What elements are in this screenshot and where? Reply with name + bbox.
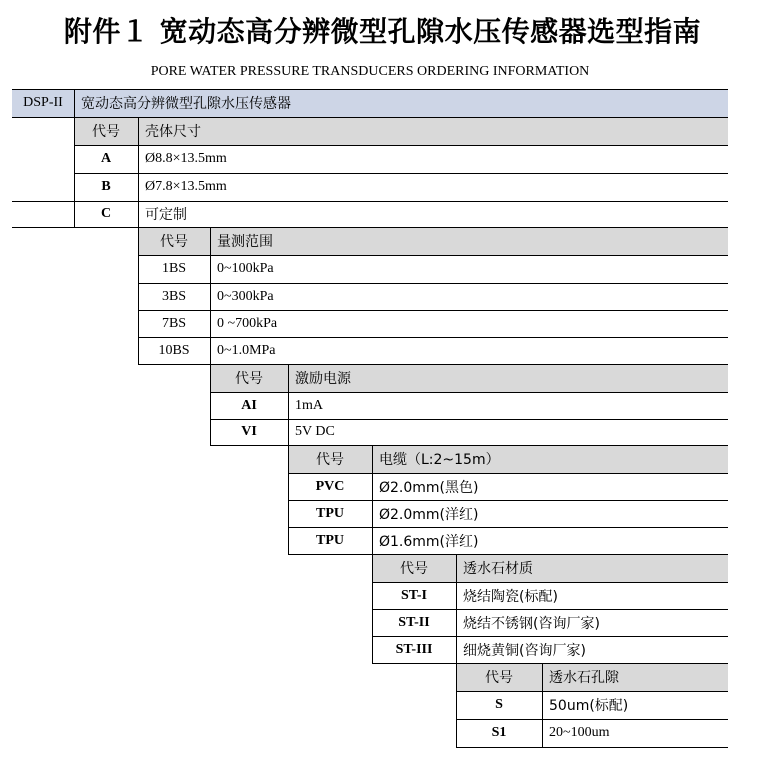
page-title: 附件１ 宽动态高分辨微型孔隙水压传感器选型指南 xyxy=(63,15,702,48)
rule xyxy=(12,117,728,118)
range-code-10bs: 10BS xyxy=(158,342,190,358)
rule xyxy=(12,89,728,90)
stone-desc-st-i: 烧结陶瓷(标配) xyxy=(463,588,558,605)
range-desc-10bs: 0~1.0MPa xyxy=(217,342,276,358)
power-header: 激励电源 xyxy=(288,364,728,392)
rule xyxy=(288,554,728,555)
cable-desc-tpu-2: Ø1.6mm(洋红) xyxy=(379,533,479,550)
rule xyxy=(288,473,728,474)
cable-code-pvc: PVC xyxy=(315,478,345,494)
range-desc-7bs: 0 ~700kPa xyxy=(217,315,278,331)
pore-code-s: S xyxy=(495,697,503,712)
rule xyxy=(456,719,728,720)
power-desc-vi: 5V DC xyxy=(295,424,335,439)
rule xyxy=(372,445,373,663)
rule xyxy=(74,173,728,174)
rule xyxy=(138,255,728,256)
pore-header: 透水石孔隙 xyxy=(542,663,728,691)
rule xyxy=(210,227,211,445)
rule xyxy=(456,691,728,692)
rule xyxy=(138,283,728,284)
stone-code-st-ii: ST-II xyxy=(398,614,430,630)
rule xyxy=(12,201,728,202)
pore-desc-s1: 20~100um xyxy=(549,725,610,740)
stone-code-st-i: ST-I xyxy=(401,587,427,603)
range-code-3bs: 3BS xyxy=(161,288,187,304)
cable-desc-pvc: Ø2.0mm(黑色) xyxy=(379,479,479,496)
stone-desc-st-iii: 细烧黄铜(咨询厂家) xyxy=(463,642,586,659)
range-code-7bs: 7BS xyxy=(161,315,187,331)
rule xyxy=(138,117,139,364)
rule xyxy=(74,145,728,146)
rule xyxy=(542,663,543,747)
range-desc-3bs: 0~300kPa xyxy=(217,288,274,304)
rule xyxy=(456,554,457,747)
rule xyxy=(138,310,728,311)
model-code-cell: DSP-II xyxy=(12,89,74,117)
housing-desc-c: 可定制 xyxy=(145,207,187,223)
housing-desc-b: Ø7.8×13.5mm xyxy=(145,179,227,194)
power-desc-ai: 1mA xyxy=(295,397,323,413)
stone-header: 透水石材质 xyxy=(456,554,728,582)
model-name-cell: 宽动态高分辨微型孔隙水压传感器 xyxy=(74,89,728,117)
rule xyxy=(74,89,75,227)
housing-code-c: C xyxy=(100,206,112,221)
cable-header: 电缆（L:2~15m） xyxy=(372,445,728,473)
rule xyxy=(12,227,728,228)
rule xyxy=(138,364,728,365)
range-header: 量测范围 xyxy=(210,227,728,255)
pore-desc-s: 50um(标配) xyxy=(549,698,629,714)
power-code-header: 代号 xyxy=(210,364,288,392)
rule xyxy=(456,747,728,748)
housing-desc-a: Ø8.8×13.5mm xyxy=(145,151,227,166)
housing-code-a: A xyxy=(100,151,112,166)
rule xyxy=(372,609,728,610)
pore-code-s1: S1 xyxy=(491,725,507,740)
power-code-ai: AI xyxy=(241,397,257,413)
rule xyxy=(372,663,728,664)
stone-code-st-iii: ST-III xyxy=(395,641,433,657)
range-code-header: 代号 xyxy=(138,227,210,255)
rule xyxy=(288,364,289,554)
rule xyxy=(372,636,728,637)
stone-code-header: 代号 xyxy=(372,554,456,582)
housing-header: 壳体尺寸 xyxy=(138,117,728,145)
rule xyxy=(138,337,728,338)
rule xyxy=(288,500,728,501)
rule xyxy=(372,582,728,583)
cable-code-tpu-1: TPU xyxy=(316,505,344,521)
pore-code-header: 代号 xyxy=(456,663,542,691)
housing-code-b: B xyxy=(101,179,111,194)
power-code-vi: VI xyxy=(241,424,257,439)
page-subtitle: PORE WATER PRESSURE TRANSDUCERS ORDERING INFORMATION xyxy=(150,64,590,79)
range-code-1bs: 1BS xyxy=(161,261,187,276)
stone-desc-st-ii: 烧结不锈钢(咨询厂家) xyxy=(463,615,600,632)
rule xyxy=(288,527,728,528)
cable-desc-tpu-1: Ø2.0mm(洋红) xyxy=(379,506,479,523)
cable-code-header: 代号 xyxy=(288,445,372,473)
cable-code-tpu-2: TPU xyxy=(316,532,344,548)
housing-code-header: 代号 xyxy=(74,117,138,145)
range-desc-1bs: 0~100kPa xyxy=(217,261,274,276)
